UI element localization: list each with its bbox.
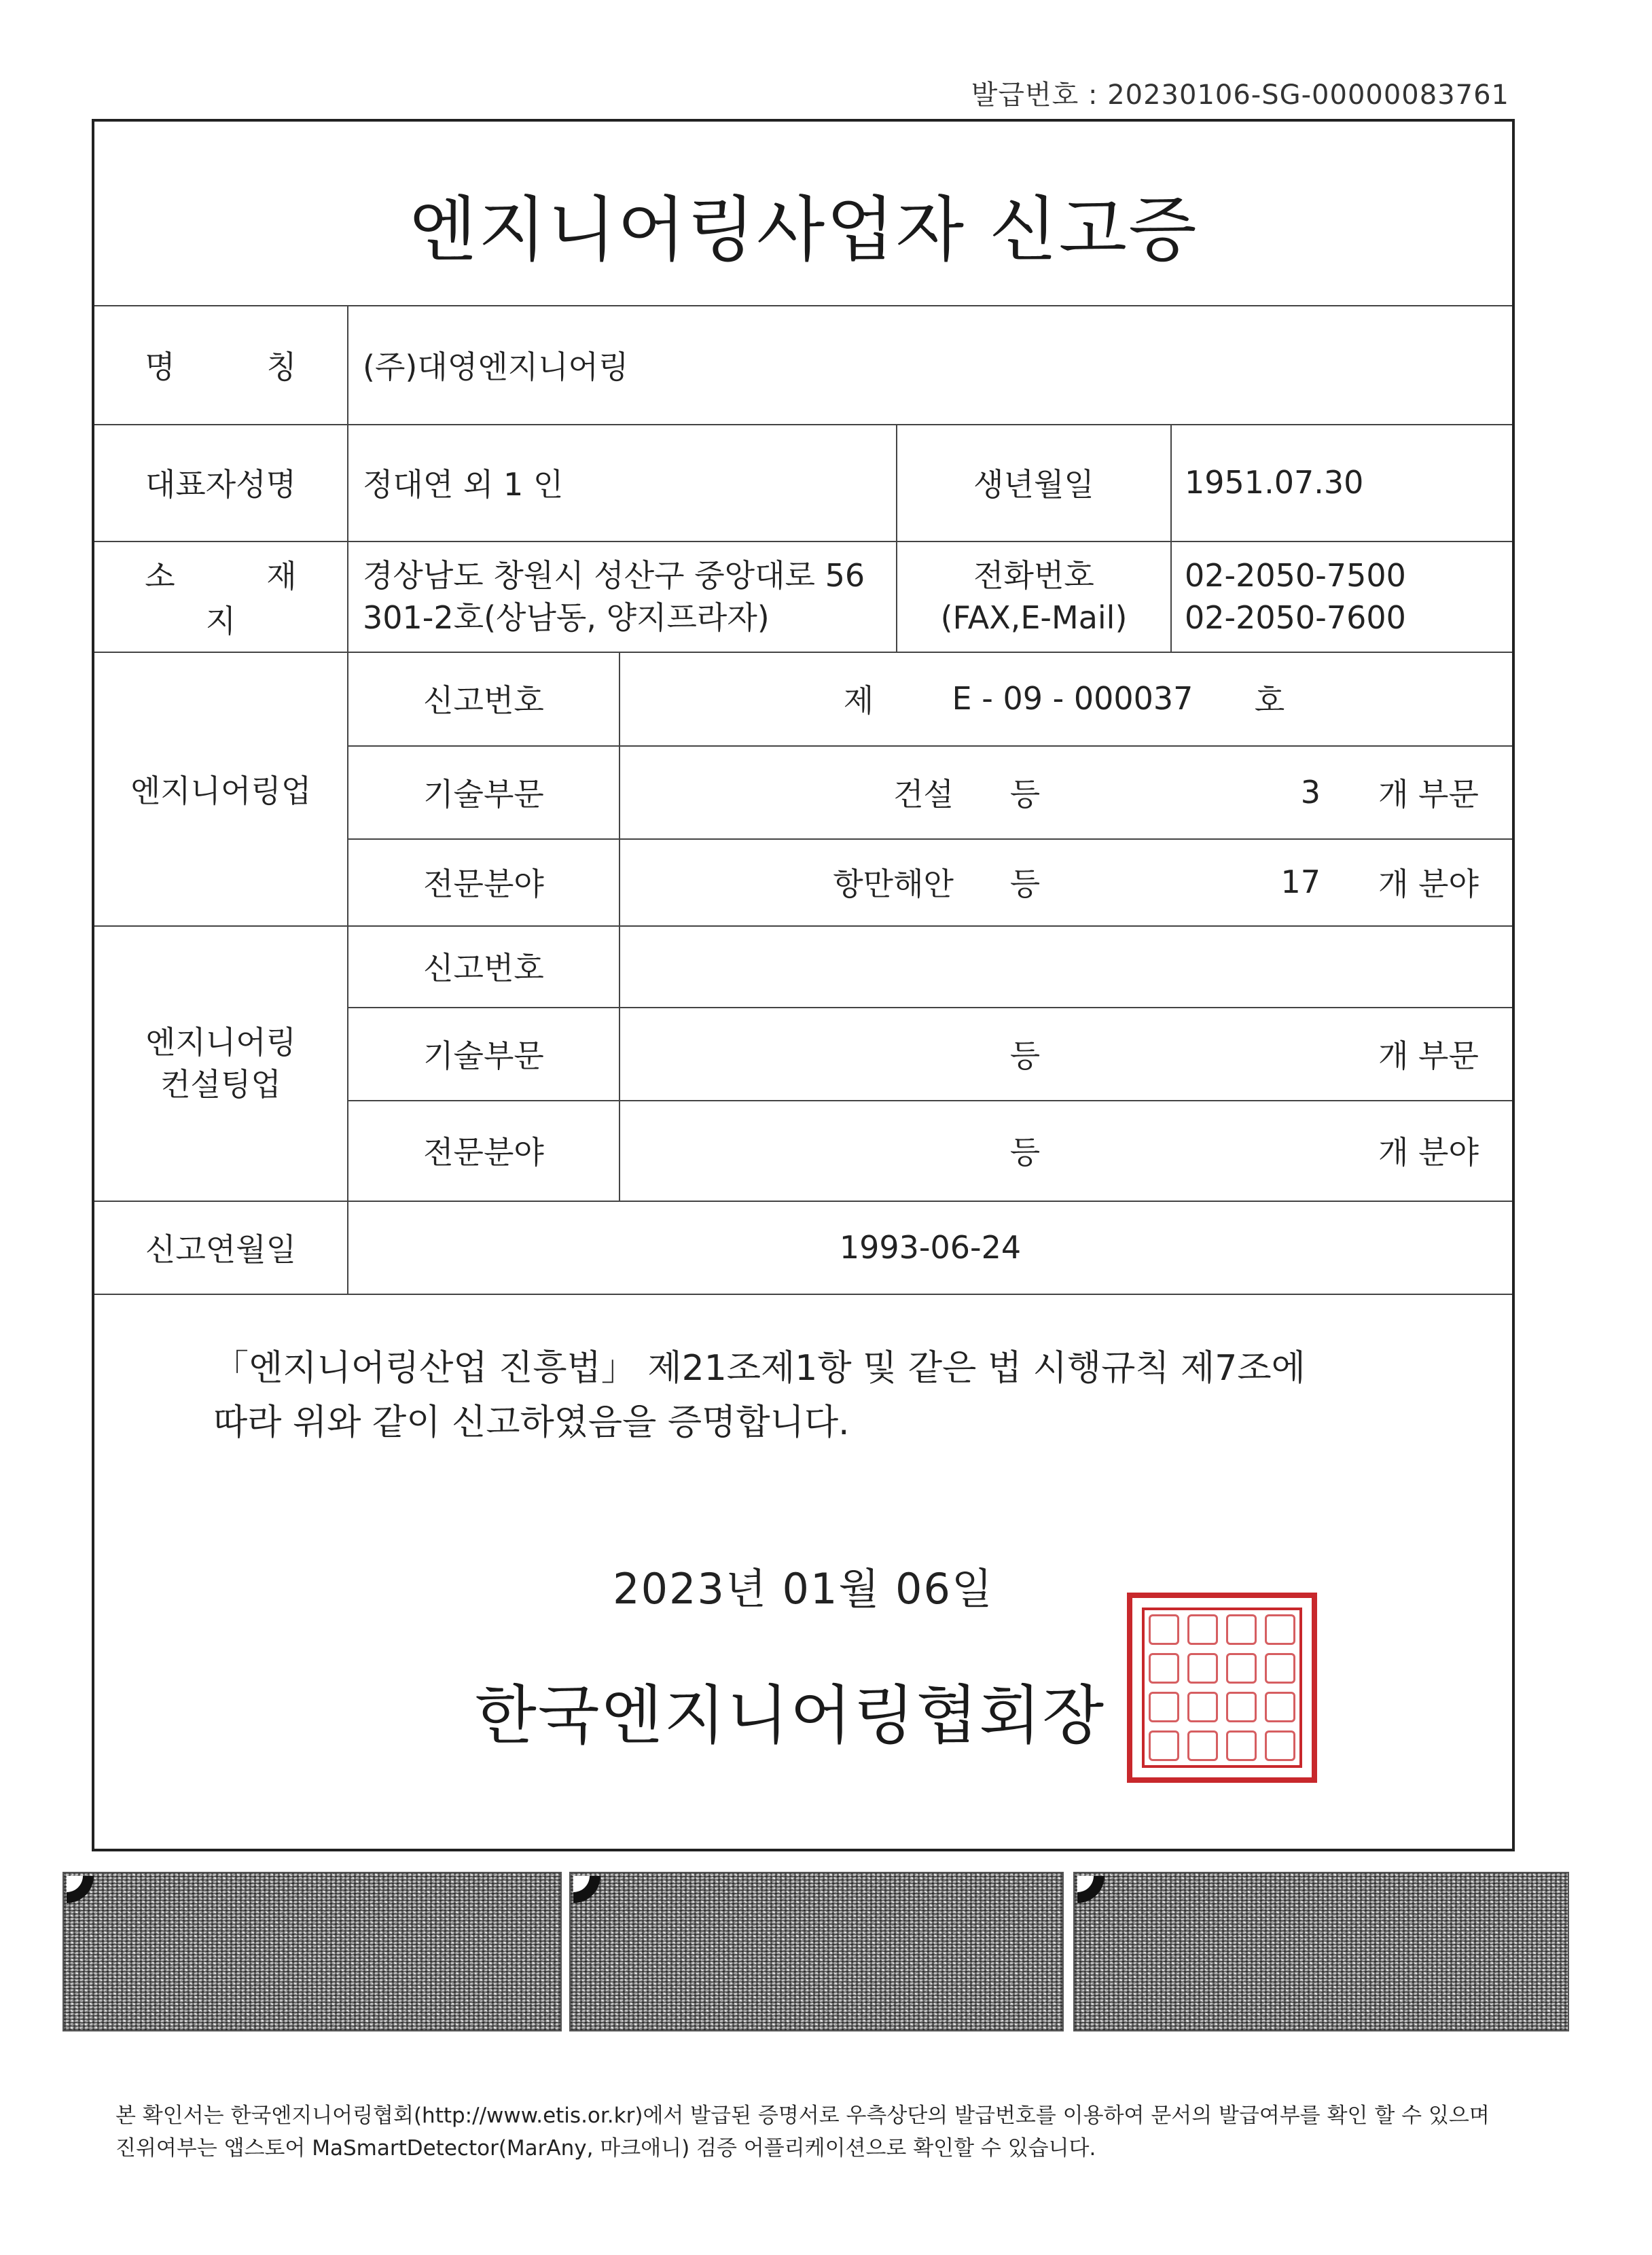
birth-label: 생년월일 <box>973 466 1094 503</box>
con-tech-label: 기술부문 <box>423 1037 544 1074</box>
phone-value-2: 02-2050-7600 <box>1185 599 1406 636</box>
eng-special-unit: 개 분야 <box>1378 866 1479 902</box>
rep-label: 대표자성명 <box>145 466 297 503</box>
address-line-1: 경상남도 창원시 성산구 중앙대로 56 <box>363 556 865 594</box>
con-tech-etc: 등 <box>1009 1037 1041 1074</box>
phone-label-2: (FAX,E-Mail) <box>940 599 1128 636</box>
address-label: 소 재 지 <box>145 557 338 639</box>
con-special-etc: 등 <box>1009 1134 1041 1171</box>
eng-special-name: 항만해안 <box>833 866 954 902</box>
official-seal-stamp <box>1127 1593 1317 1783</box>
consulting-label-2: 컨설팅업 <box>160 1065 281 1103</box>
company-name: (주)대영엔지니어링 <box>363 348 629 385</box>
issuer-name: 한국엔지니어링협회장 <box>475 1679 1106 1753</box>
report-date-label: 신고연월일 <box>145 1230 297 1268</box>
eng-special-count: 17 <box>1280 864 1321 900</box>
consulting-section-label <box>94 925 347 1201</box>
footer-line-1: 본 확인서는 한국엔지니어링협회(http://www.etis.or.kr)에서 발급된 증명서로 우측상단의 발급번호를 이용하여 문서의 발급여부를 확인 할 수 있으며 <box>115 2103 1490 2128</box>
seal-pattern <box>1142 1608 1302 1768</box>
report-date-value: 1993-06-24 <box>839 1228 1022 1266</box>
eng-tech-count: 3 <box>1300 773 1321 811</box>
eng-tech-label: 기술부문 <box>423 775 544 813</box>
phone-value-1: 02-2050-7500 <box>1185 556 1406 594</box>
phone-label <box>897 541 1170 652</box>
eng-tech-name: 건설 <box>893 775 954 813</box>
issue-number: 발급번호 : 20230106-SG-00000083761 <box>971 79 1509 111</box>
rule-date <box>94 1294 1512 1295</box>
barcode-corner-mark <box>67 1876 94 1903</box>
certificate-title: 엔지니어링사업자 신고증 <box>408 188 1198 271</box>
certificate-frame <box>92 119 1515 1851</box>
issue-date: 2023년 01월 06일 <box>613 1564 994 1614</box>
certification-line-1: 「엔지니어링산업 진흥법」 제21조제1항 및 같은 법 시행규칙 제7조에 <box>213 1348 1306 1389</box>
address-value <box>363 541 893 652</box>
engineering-section-label: 엔지니어링업 <box>130 772 312 809</box>
con-special-label: 전문분야 <box>423 1134 544 1171</box>
name-label: 명 칭 <box>145 348 338 385</box>
eng-special-etc: 등 <box>1009 866 1041 902</box>
eng-reg-number: E - 09 - 000037 <box>952 680 1193 717</box>
eng-reg-suffix: 호 <box>1254 682 1285 719</box>
address-line-2: 301-2호(상남동, 양지프라자) <box>363 599 770 636</box>
birth-value: 1951.07.30 <box>1185 464 1364 501</box>
footer-line-2: 진위여부는 앱스토어 MaSmartDetector(MarAny, 마크애니) 검증 어플리케이션으로 확인할 수 있습니다. <box>115 2136 1096 2161</box>
eng-reg-prefix: 제 <box>843 682 874 719</box>
col-sub-divider <box>619 652 620 1201</box>
eng-special-label: 전문분야 <box>423 866 544 902</box>
barcode-corner-mark <box>573 1876 600 1903</box>
eng-tech-unit: 개 부문 <box>1378 775 1479 813</box>
certification-text <box>213 1341 1306 1450</box>
verification-barcode-2 <box>569 1872 1064 2031</box>
consulting-label-1: 엔지니어링 <box>145 1023 297 1061</box>
barcode-corner-mark <box>1077 1876 1105 1903</box>
eng-tech-etc: 등 <box>1009 775 1041 813</box>
rep-value: 정대연 외 1 인 <box>363 466 564 503</box>
con-tech-unit: 개 부문 <box>1378 1037 1479 1074</box>
con-special-unit: 개 분야 <box>1378 1134 1479 1171</box>
verification-barcode-3 <box>1073 1872 1569 2031</box>
verification-barcode-1 <box>62 1872 562 2031</box>
phone-value <box>1185 541 1504 652</box>
col-right-divider <box>1170 424 1172 652</box>
phone-label-1: 전화번호 <box>973 556 1094 594</box>
footer-notice <box>115 2099 1490 2165</box>
certification-line-2: 따라 위와 같이 신고하였음을 증명합니다. <box>213 1402 850 1443</box>
eng-reg-label: 신고번호 <box>423 682 544 719</box>
con-reg-label: 신고번호 <box>423 950 544 987</box>
